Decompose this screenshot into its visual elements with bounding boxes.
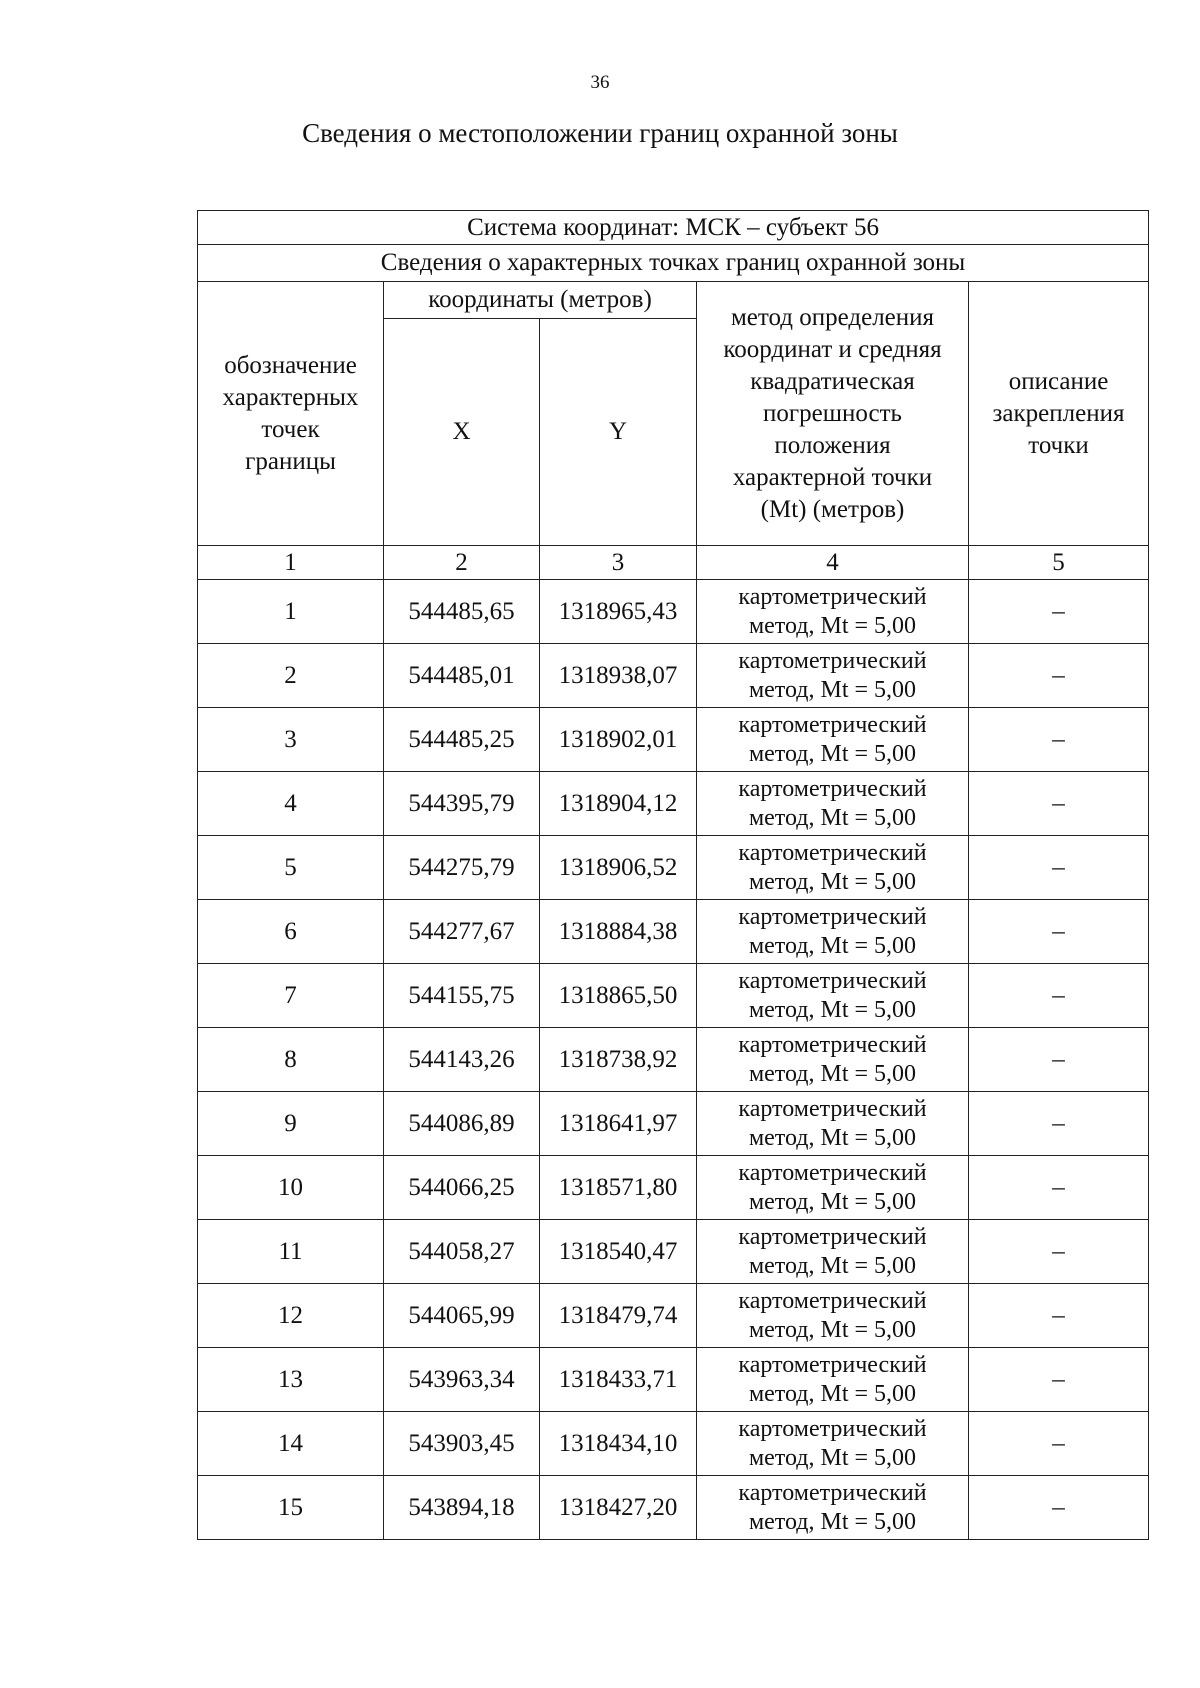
x-coordinate-cell: 544065,99 <box>384 1284 540 1348</box>
method-line: метод, Mt = 5,00 <box>748 1188 917 1215</box>
method-line: картометрический <box>738 776 927 803</box>
method-line: картометрический <box>738 648 927 675</box>
method-cell <box>697 1028 969 1092</box>
y-coordinate-cell: 1318738,92 <box>540 1028 697 1092</box>
fixing-description-cell: – <box>969 580 1149 644</box>
section-title-row: Сведения о характерных точках границ охранной зоны <box>198 245 1149 282</box>
method-line: метод, Mt = 5,00 <box>748 612 917 639</box>
method-line: картометрический <box>738 840 927 867</box>
table-row <box>198 708 1149 772</box>
fixing-description-cell: – <box>969 644 1149 708</box>
x-coordinate-cell: 544395,79 <box>384 772 540 836</box>
method-line: метод, Mt = 5,00 <box>748 1444 917 1471</box>
point-number-cell: 14 <box>198 1412 384 1476</box>
table-row <box>198 1220 1149 1284</box>
document-title: Сведения о местоположении границ охранной зоны <box>302 118 898 148</box>
method-cell <box>697 1156 969 1220</box>
method-cell <box>697 580 969 644</box>
point-number-cell: 5 <box>198 836 384 900</box>
table-row <box>198 1028 1149 1092</box>
fixing-description-cell: – <box>969 1412 1149 1476</box>
method-line: метод, Mt = 5,00 <box>748 996 917 1023</box>
point-number-cell: 3 <box>198 708 384 772</box>
method-line: картометрический <box>738 1288 927 1315</box>
fixing-description-cell: – <box>969 772 1149 836</box>
x-coordinate-cell: 544143,26 <box>384 1028 540 1092</box>
method-line: метод, Mt = 5,00 <box>748 804 917 831</box>
point-number-cell: 11 <box>198 1220 384 1284</box>
method-cell <box>697 1092 969 1156</box>
fixing-description-cell: – <box>969 900 1149 964</box>
fixing-description-cell: – <box>969 1092 1149 1156</box>
column-number: 3 <box>540 546 697 580</box>
method-line: картометрический <box>738 712 927 739</box>
x-coordinate-cell: 544277,67 <box>384 900 540 964</box>
method-line: картометрический <box>738 904 927 931</box>
method-line: метод, Mt = 5,00 <box>748 932 917 959</box>
y-coordinate-cell: 1318427,20 <box>540 1476 697 1540</box>
table-row <box>198 836 1149 900</box>
method-line: метод, Mt = 5,00 <box>748 676 917 703</box>
method-line: картометрический <box>738 584 927 611</box>
y-coordinate-cell: 1318434,10 <box>540 1412 697 1476</box>
column-number: 1 <box>198 546 384 580</box>
method-line: картометрический <box>738 968 927 995</box>
point-number-cell: 12 <box>198 1284 384 1348</box>
fixing-description-cell: – <box>969 708 1149 772</box>
fixing-description-cell: – <box>969 964 1149 1028</box>
point-number-cell: 6 <box>198 900 384 964</box>
x-coordinate-cell: 544485,65 <box>384 580 540 644</box>
y-coordinate-cell: 1318479,74 <box>540 1284 697 1348</box>
table-row <box>198 1476 1149 1540</box>
point-number-cell: 13 <box>198 1348 384 1412</box>
method-cell <box>697 1476 969 1540</box>
header-y: Y <box>540 319 697 546</box>
x-coordinate-cell: 544086,89 <box>384 1092 540 1156</box>
y-coordinate-cell: 1318906,52 <box>540 836 697 900</box>
header-x: X <box>384 319 540 546</box>
method-cell <box>697 836 969 900</box>
method-line: метод, Mt = 5,00 <box>748 740 917 767</box>
table-row <box>198 772 1149 836</box>
point-number-cell: 1 <box>198 580 384 644</box>
method-line: метод, Mt = 5,00 <box>748 868 917 895</box>
header-method: метод определения координат и средняя квадратическая погрешность положения характерной точки (Mt) (метров) <box>697 282 969 546</box>
method-line: картометрический <box>738 1416 927 1443</box>
page-number: 36 <box>590 72 610 93</box>
y-coordinate-cell: 1318965,43 <box>540 580 697 644</box>
y-coordinate-cell: 1318865,50 <box>540 964 697 1028</box>
method-cell <box>697 1284 969 1348</box>
point-number-cell: 7 <box>198 964 384 1028</box>
method-cell <box>697 708 969 772</box>
x-coordinate-cell: 543903,45 <box>384 1412 540 1476</box>
fixing-description-cell: – <box>969 1156 1149 1220</box>
method-line: картометрический <box>738 1480 927 1507</box>
table-row <box>198 900 1149 964</box>
method-cell <box>697 1220 969 1284</box>
y-coordinate-cell: 1318540,47 <box>540 1220 697 1284</box>
method-line: картометрический <box>738 1096 927 1123</box>
header-fixing-description: описание закрепления точки <box>969 282 1149 546</box>
method-cell <box>697 1348 969 1412</box>
header-point-designation: обозначение характерных точек границы <box>198 282 384 546</box>
x-coordinate-cell: 544155,75 <box>384 964 540 1028</box>
x-coordinate-cell: 544275,79 <box>384 836 540 900</box>
method-line: картометрический <box>738 1352 927 1379</box>
table-row <box>198 1412 1149 1476</box>
y-coordinate-cell: 1318938,07 <box>540 644 697 708</box>
point-number-cell: 4 <box>198 772 384 836</box>
method-line: метод, Mt = 5,00 <box>748 1380 917 1407</box>
method-line: картометрический <box>738 1224 927 1251</box>
x-coordinate-cell: 543894,18 <box>384 1476 540 1540</box>
method-cell <box>697 1412 969 1476</box>
table-row <box>198 1092 1149 1156</box>
table-row <box>198 1284 1149 1348</box>
column-number: 2 <box>384 546 540 580</box>
method-line: картометрический <box>738 1160 927 1187</box>
y-coordinate-cell: 1318884,38 <box>540 900 697 964</box>
point-number-cell: 15 <box>198 1476 384 1540</box>
point-number-cell: 9 <box>198 1092 384 1156</box>
method-line: метод, Mt = 5,00 <box>748 1252 917 1279</box>
point-number-cell: 10 <box>198 1156 384 1220</box>
method-line: метод, Mt = 5,00 <box>748 1060 917 1087</box>
method-line: картометрический <box>738 1032 927 1059</box>
column-number: 5 <box>969 546 1149 580</box>
method-line: метод, Mt = 5,00 <box>748 1124 917 1151</box>
table-row <box>198 1156 1149 1220</box>
method-cell <box>697 900 969 964</box>
fixing-description-cell: – <box>969 1476 1149 1540</box>
fixing-description-cell: – <box>969 1348 1149 1412</box>
table-row <box>198 644 1149 708</box>
x-coordinate-cell: 544066,25 <box>384 1156 540 1220</box>
boundary-points-table <box>197 210 1149 1540</box>
coordinate-system-row: Система координат: МСК – субъект 56 <box>198 211 1149 245</box>
header-coordinates-group: координаты (метров) <box>384 282 697 319</box>
method-line: метод, Mt = 5,00 <box>748 1316 917 1343</box>
y-coordinate-cell: 1318433,71 <box>540 1348 697 1412</box>
fixing-description-cell: – <box>969 1028 1149 1092</box>
column-number-row <box>198 546 1149 580</box>
table-row <box>198 1348 1149 1412</box>
point-number-cell: 2 <box>198 644 384 708</box>
point-number-cell: 8 <box>198 1028 384 1092</box>
x-coordinate-cell: 544485,25 <box>384 708 540 772</box>
method-line: метод, Mt = 5,00 <box>748 1508 917 1535</box>
x-coordinate-cell: 544485,01 <box>384 644 540 708</box>
table-row <box>198 964 1149 1028</box>
y-coordinate-cell: 1318904,12 <box>540 772 697 836</box>
method-cell <box>697 772 969 836</box>
fixing-description-cell: – <box>969 1284 1149 1348</box>
column-number: 4 <box>697 546 969 580</box>
x-coordinate-cell: 543963,34 <box>384 1348 540 1412</box>
method-cell <box>697 644 969 708</box>
y-coordinate-cell: 1318902,01 <box>540 708 697 772</box>
y-coordinate-cell: 1318571,80 <box>540 1156 697 1220</box>
fixing-description-cell: – <box>969 1220 1149 1284</box>
method-cell <box>697 964 969 1028</box>
table-row <box>198 580 1149 644</box>
y-coordinate-cell: 1318641,97 <box>540 1092 697 1156</box>
x-coordinate-cell: 544058,27 <box>384 1220 540 1284</box>
fixing-description-cell: – <box>969 836 1149 900</box>
